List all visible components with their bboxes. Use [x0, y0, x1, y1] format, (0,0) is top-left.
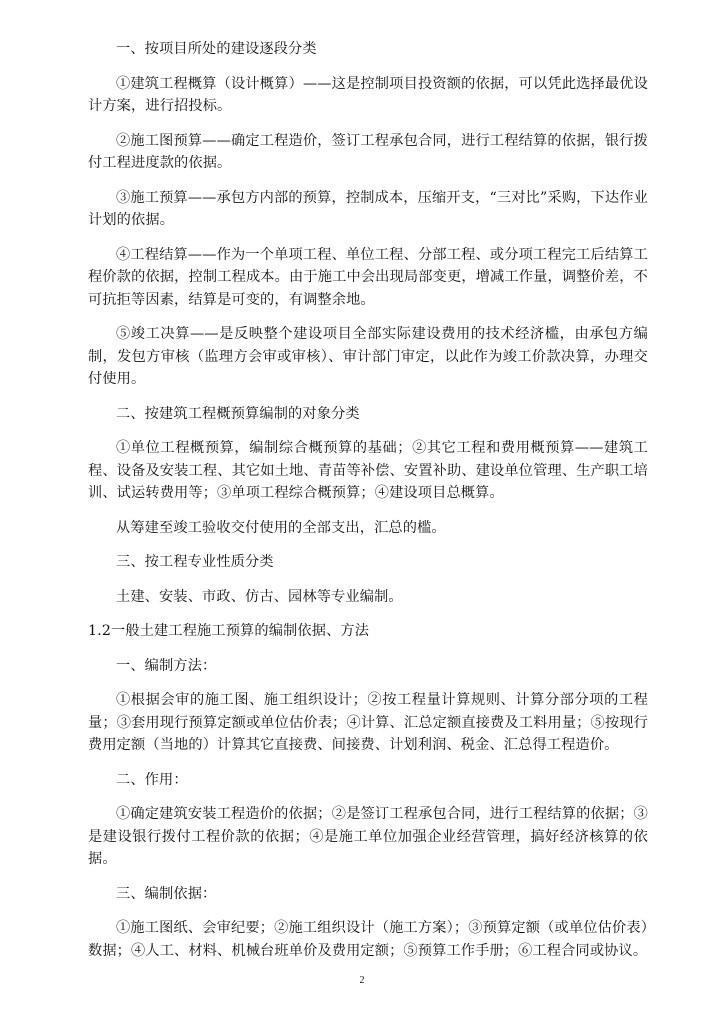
paragraph-function-list: ①确定建筑安装工程造价的依据；②是签订工程承包合同，进行工程结算的依据；③是建设银行拨付工程价款的依据；④是施工单位加强企业经营管理，搞好经济核算的依据。	[88, 806, 648, 867]
subheading-function: 二、作用：	[116, 771, 188, 788]
subheading-method: 一、编制方法：	[116, 657, 217, 674]
section-heading-object: 二、按建筑工程概预算编制的对象分类	[116, 405, 360, 422]
page-number: 2	[359, 975, 365, 986]
paragraph-specialty-list: 土建、安装、市政、仿古、园林等专业编制。	[116, 588, 403, 605]
paragraph-construction-budget: ③施工预算——承包方内部的预算，控制成本，压缩开支，“三对比”采购，下达作业计划的依据。	[88, 189, 648, 228]
paragraph-basis-list: ①施工图纸、会审纪要；②施工组织设计（施工方案）；③预算定额（或单位估价表）数据；④人工、材料、机械台班单价及费用定额；⑤预算工作手册；⑥工程合同或协议。	[88, 920, 648, 959]
paragraph-total-expenditure: 从筹建至竣工验收交付使用的全部支出，汇总的槛。	[116, 519, 446, 536]
paragraph-project-settlement: ④工程结算——作为一个单项工程、单位工程、分部工程、或分项工程完工后结算工程价款的依据，控制工程成本。由于施工中会出现局部变更，增减工作量，调整价差，不可抗拒等因素，结算是可变的，有调整余地。	[88, 246, 648, 308]
paragraph-final-accounts: ⑤竣工决算——是反映整个建设项目全部实际建设费用的技术经济槛，由承包方编制，发包方审核（监理方会审或审核）、审计部门审定，以此作为竣工价款决算，办理交付使用。	[88, 326, 648, 387]
section-heading-stage: 一、按项目所处的建设逐段分类	[116, 41, 317, 57]
section-title-1-2: 1.2一般土建工程施工预算的编制依据、方法	[88, 623, 370, 639]
paragraph-method-steps: ①根据会审的施工图、施工组织设计；②按工程量计算规则、计算分部分项的工程量；③套用现行预算定额或单位估价表；④计算、汇总定额直接费及工料用量；⑤按现行费用定额（当地的）计算其它直接费、间接费、计划利润、税金、汇总得工程造价。	[88, 692, 648, 753]
paragraph-object-list: ①单位工程概预算，编制综合概预算的基础；②其它工程和费用概预算——建筑工程、设备及安装工程、其它如土地、青苗等补偿、安置补助、建设单位管理、生产职工培训、试运转费用等；③单项工程综合概预算；④建设项目总概算。	[88, 440, 648, 501]
paragraph-construction-drawing-budget: ②施工图预算——确定工程造价，签订工程承包合同，进行工程结算的依据，银行拨付工程进度款的依据。	[88, 132, 648, 171]
document-body	[88, 38, 648, 974]
subheading-basis: 三、编制依据：	[116, 885, 217, 902]
paragraph-design-estimate: ①建筑工程概算（设计概算）——这是控制项目投资额的依据，可以凭此选择最优设计方案，进行招投标。	[88, 75, 648, 114]
section-heading-specialty: 三、按工程专业性质分类	[116, 554, 274, 570]
